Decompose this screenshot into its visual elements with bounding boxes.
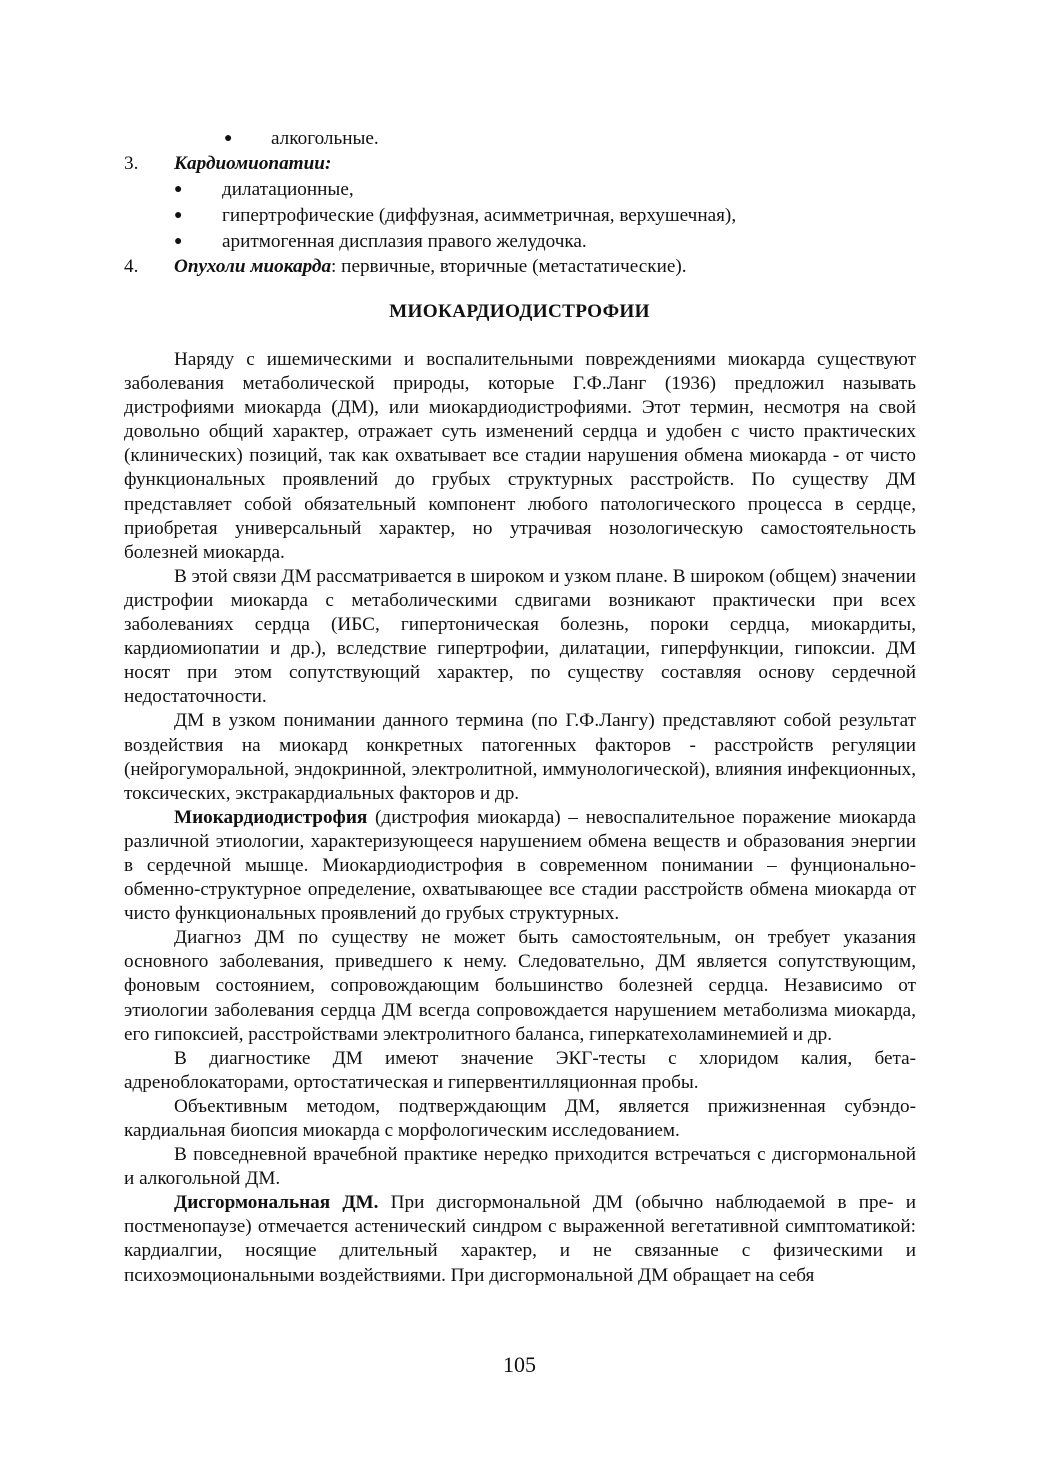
paragraph-text: При дисгормональной ДМ (обычно наблюдаемой в пре- и постменопаузе) отмечается астенический синдром с выраженной вегетативной симптоматикой: кардиалгии, носящие длительный характер, и не связанные с физическими и психоэмоциональными воздействиями. При дисгормональной ДМ обращает на себя	[124, 1192, 916, 1286]
list-item-tumors-title: Опухоли миокарда	[174, 256, 332, 277]
list-number-3: 3.	[124, 153, 139, 174]
list-item-alcohol: алкогольные.	[271, 128, 379, 149]
paragraph: ДМ в узком понимании данного термина (по Г.Ф.Лангу) представляют собой результат воздействия на миокард конкретных патогенных факторов - расстройств регуляции (нейрогуморальной, эндокринной, электролитной, иммунологической), влияния инфекционных, токсических, экстракардиальных факторов и др.	[124, 710, 916, 804]
paragraph: Диагноз ДМ по существу не может быть самостоятельным, он требует указания основного заболевания, приведшего к нему. Следовательно, ДМ является сопутствующим, фоновым состоянием, сопровождающим большинство болезней сердца. Независимо от этиологии заболевания сердца ДМ всегда сопровождается нарушением метаболизма миокарда, его гипоксией, расстройствами электролитного баланса, гиперкатехоламинемией и др.	[124, 927, 916, 1045]
list-number-4: 4.	[124, 256, 139, 277]
paragraph: В этой связи ДМ рассматривается в широком и узком плане. В широком (общем) значении дистрофии миокарда с метаболическими сдвигами возникают практически при всех заболеваниях сердца (ИБС, гипертоническая болезнь, пороки сердца, миокардиты, кардиомиопатии и др.), вследствие гипертрофии, дилатации, гиперфункции, гипоксии. ДМ носят при этом сопутствующий характер, по существу составляя основу сердечной недостаточности.	[124, 565, 916, 708]
bullet-icon: ●	[174, 208, 183, 223]
body-text	[124, 348, 916, 1288]
bullet-icon: ●	[224, 131, 233, 146]
paragraph: Объективным методом, подтверждающим ДМ, является прижизненная субэндокардиальная биопсия миокарда с морфологическим исследованием.	[124, 1095, 916, 1141]
list-item-cm-type: аритмогенная дисплазия правого желудочка.	[222, 231, 587, 252]
list-item-cm-type: дилатационные,	[222, 179, 354, 200]
paragraph	[124, 806, 916, 926]
paragraph-bold-term: Миокардиодистрофия	[174, 806, 368, 828]
paragraph: Наряду с ишемическими и воспалительными повреждениями миокарда существуют заболевания метаболической природы, которые Г.Ф.Ланг (1936) предложил называть дистрофиями миокарда (ДМ), или миокардиодистрофиями. Этот термин, несмотря на свой довольно общий характер, отражает суть изменений сердца и удобен с чисто практических (клинических) позиций, так как охватывает все стадии нарушения обмена миокарда - от чисто функциональных проявлений до грубых структурных расстройств. По существу ДМ представляет собой обязательный компонент любого патологического процесса в сердце, приобретая универсальный характер, но утрачивая нозологическую самостоятельность болезней миокарда.	[124, 349, 916, 563]
bullet-icon: ●	[174, 182, 183, 197]
paragraph-text: (дистрофия миокарда) – невоспалительное поражение миокарда различной этиологии, характеризующееся нарушением обмена веществ и образования энергии в сердечной мышце. Миокардиодистрофия в современном понимании – фунционально-обменно-структурное определение, охватывающее все стадии расстройств обмена миокарда от чисто функциональных проявлений до грубых структурных.	[124, 806, 916, 925]
section-title: МИОКАРДИОДИСТРОФИИ	[389, 301, 650, 322]
list-item-tumors	[174, 254, 687, 280]
list-item-cardiomyopathy-title: Кардиомиопатии:	[174, 153, 332, 174]
bullet-icon: ●	[174, 234, 183, 249]
paragraph-bold-term: Дисгормональная ДМ.	[174, 1192, 379, 1214]
paragraph: В диагностике ДМ имеют значение ЭКГ-тесты с хлоридом калия, бета-адреноблокаторами, ортостатическая и гипервентилляционная пробы.	[124, 1047, 916, 1093]
list-item-tumors-text: : первичные, вторичные (метастатические).	[331, 256, 687, 277]
paragraph	[124, 1191, 916, 1287]
paragraph: В повседневной врачебной практике нередко приходится встречаться с дисгормональной и алкогольной ДМ.	[124, 1144, 916, 1190]
list-item-cm-type: гипертрофические (диффузная, асимметричная, верхушечная),	[222, 205, 737, 226]
page-number: 105	[503, 1352, 536, 1377]
